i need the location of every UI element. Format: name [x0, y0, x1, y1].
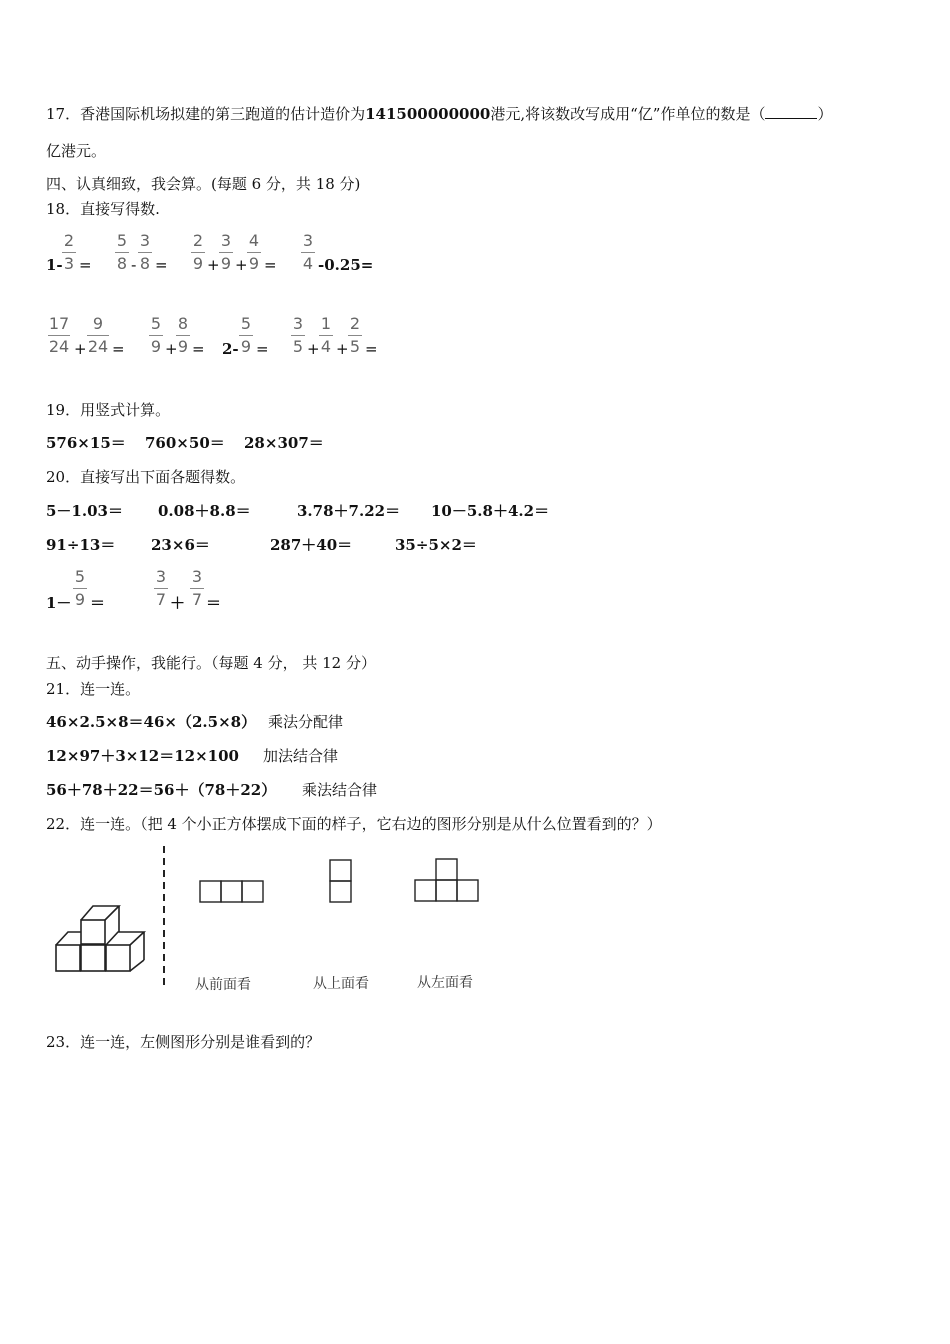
denominator: 8	[139, 254, 151, 273]
denominator: 4	[320, 337, 332, 356]
q20-expr: 0.08＋8.8＝	[158, 502, 251, 520]
fraction	[115, 230, 129, 275]
numerator: 4	[248, 231, 260, 250]
q19-expr: 576×15＝	[46, 434, 126, 452]
numerator: 5	[116, 231, 128, 250]
numerator: 9	[92, 314, 104, 333]
top-view-shape	[330, 860, 351, 902]
operator: +	[207, 256, 220, 274]
q21-expr: 56＋78＋22＝56＋（78＋22）	[46, 781, 277, 799]
q21-law[interactable]: 乘法分配律	[268, 713, 344, 731]
fraction	[176, 313, 190, 358]
operator: +	[235, 256, 248, 274]
q21-law[interactable]: 加法结合律	[263, 747, 339, 765]
denominator: 9	[220, 254, 232, 273]
denominator: 5	[349, 337, 361, 356]
numerator: 3	[292, 314, 304, 333]
fraction	[48, 313, 70, 358]
numerator: 3	[139, 231, 151, 250]
denominator: 4	[302, 254, 314, 273]
q21-title: 21．连一连。	[46, 680, 141, 698]
numerator: 3	[302, 231, 314, 250]
q19-exprs	[46, 432, 324, 453]
front-view-shape	[200, 881, 263, 902]
fraction	[154, 566, 168, 611]
numerator: 5	[150, 314, 162, 333]
left-view-shape	[415, 859, 478, 901]
operator: +	[165, 340, 178, 358]
q17-close: ）	[817, 105, 833, 123]
denominator: 24	[48, 337, 70, 356]
fraction	[291, 313, 305, 358]
q21-expr: 12×97＋3×12＝12×100	[46, 747, 239, 765]
operator: ＋	[170, 594, 186, 612]
denominator: 9	[150, 337, 162, 356]
q20-title: 20．直接写出下面各题得数。	[46, 468, 246, 486]
denominator: 7	[155, 590, 167, 609]
fraction	[87, 313, 109, 358]
question-17	[46, 103, 832, 124]
equals: =	[112, 340, 125, 358]
fraction	[62, 230, 76, 275]
fraction	[239, 313, 253, 358]
numerator: 8	[177, 314, 189, 333]
fraction	[149, 313, 163, 358]
equals: =	[79, 256, 92, 274]
denominator: 24	[87, 337, 109, 356]
q17-text2: 港元,将该数改写成用“亿”作单位的数是（	[490, 105, 766, 123]
q21-law[interactable]: 乘法结合律	[302, 781, 378, 799]
q19-expr: 28×307＝	[244, 434, 324, 452]
numerator: 3	[191, 567, 203, 586]
numerator: 3	[155, 567, 167, 586]
q19-expr: 760×50＝	[145, 434, 225, 452]
operator: +	[74, 340, 87, 358]
q20-expr: 23×6＝	[151, 536, 210, 554]
q20-r3-a-pre: 1－	[46, 594, 72, 612]
equals: =	[192, 340, 205, 358]
equals: =	[264, 256, 277, 274]
numerator: 2	[349, 314, 361, 333]
denominator: 9	[240, 337, 252, 356]
fraction	[348, 313, 362, 358]
denominator: 3	[63, 254, 75, 273]
denominator: 9	[177, 337, 189, 356]
equals: ＝	[90, 594, 106, 612]
q19-title: 19．用竖式计算。	[46, 401, 171, 419]
numerator: 5	[240, 314, 252, 333]
q20-expr: 3.78＋7.22＝	[297, 502, 401, 520]
q18-r2-c-pre: 2-	[222, 340, 239, 358]
numerator: 5	[74, 567, 86, 586]
fraction	[190, 566, 204, 611]
caption-left-view[interactable]: 从左面看	[417, 975, 473, 991]
q20-expr: 5－1.03＝	[46, 502, 123, 520]
fraction	[219, 230, 233, 275]
equals: =	[155, 256, 168, 274]
q20-expr: 287＋40＝	[270, 536, 353, 554]
caption-front-view[interactable]: 从前面看	[195, 977, 251, 993]
q18-r1-d-tail: -0.25=	[318, 256, 374, 274]
q17-tail: 亿港元。	[46, 142, 107, 160]
q21-expr: 46×2.5×8＝46×（2.5×8）	[46, 713, 257, 731]
denominator: 5	[292, 337, 304, 356]
fraction	[319, 313, 333, 358]
equals: =	[256, 340, 269, 358]
section-4-title: 四、认真细致，我会算。(每题 6 分，共 18 分)	[46, 175, 361, 193]
caption-top-view[interactable]: 从上面看	[313, 976, 369, 992]
numerator: 2	[63, 231, 75, 250]
numerator: 3	[220, 231, 232, 250]
fraction	[247, 230, 261, 275]
fraction	[191, 230, 205, 275]
denominator: 7	[191, 590, 203, 609]
equals: ＝	[206, 594, 222, 612]
numerator: 1	[320, 314, 332, 333]
fraction	[138, 230, 152, 275]
q20-expr: 35÷5×2＝	[395, 536, 477, 554]
q18-r1-a-pre: 1-	[46, 256, 63, 274]
q17-number: 141500000000	[365, 105, 491, 123]
equals: =	[365, 340, 378, 358]
q20-expr: 91÷13＝	[46, 536, 116, 554]
cube-stack	[56, 906, 144, 971]
q23-title: 23．连一连，左侧图形分别是谁看到的？	[46, 1033, 321, 1051]
q17-text: 17．香港国际机场拟建的第三跑道的估计造价为	[46, 105, 366, 123]
denominator: 9	[74, 590, 86, 609]
section-5-title: 五、动手操作，我能行。（每题 4 分， 共 12 分）	[46, 654, 376, 672]
fraction	[301, 230, 315, 275]
operator: +	[336, 340, 349, 358]
q17-answer-blank[interactable]	[765, 104, 817, 119]
operator: -	[131, 256, 137, 274]
denominator: 8	[116, 254, 128, 273]
q18-title: 18．直接写得数.	[46, 200, 160, 218]
denominator: 9	[248, 254, 260, 273]
q20-expr: 10－5.8＋4.2＝	[431, 502, 550, 520]
q22-title: 22．连一连。（把 4 个小正方体摆成下面的样子，它右边的图形分别是从什么位置看到的？）	[46, 815, 662, 833]
fraction	[73, 566, 87, 611]
numerator: 2	[192, 231, 204, 250]
denominator: 9	[192, 254, 204, 273]
numerator: 17	[48, 314, 70, 333]
operator: +	[307, 340, 320, 358]
